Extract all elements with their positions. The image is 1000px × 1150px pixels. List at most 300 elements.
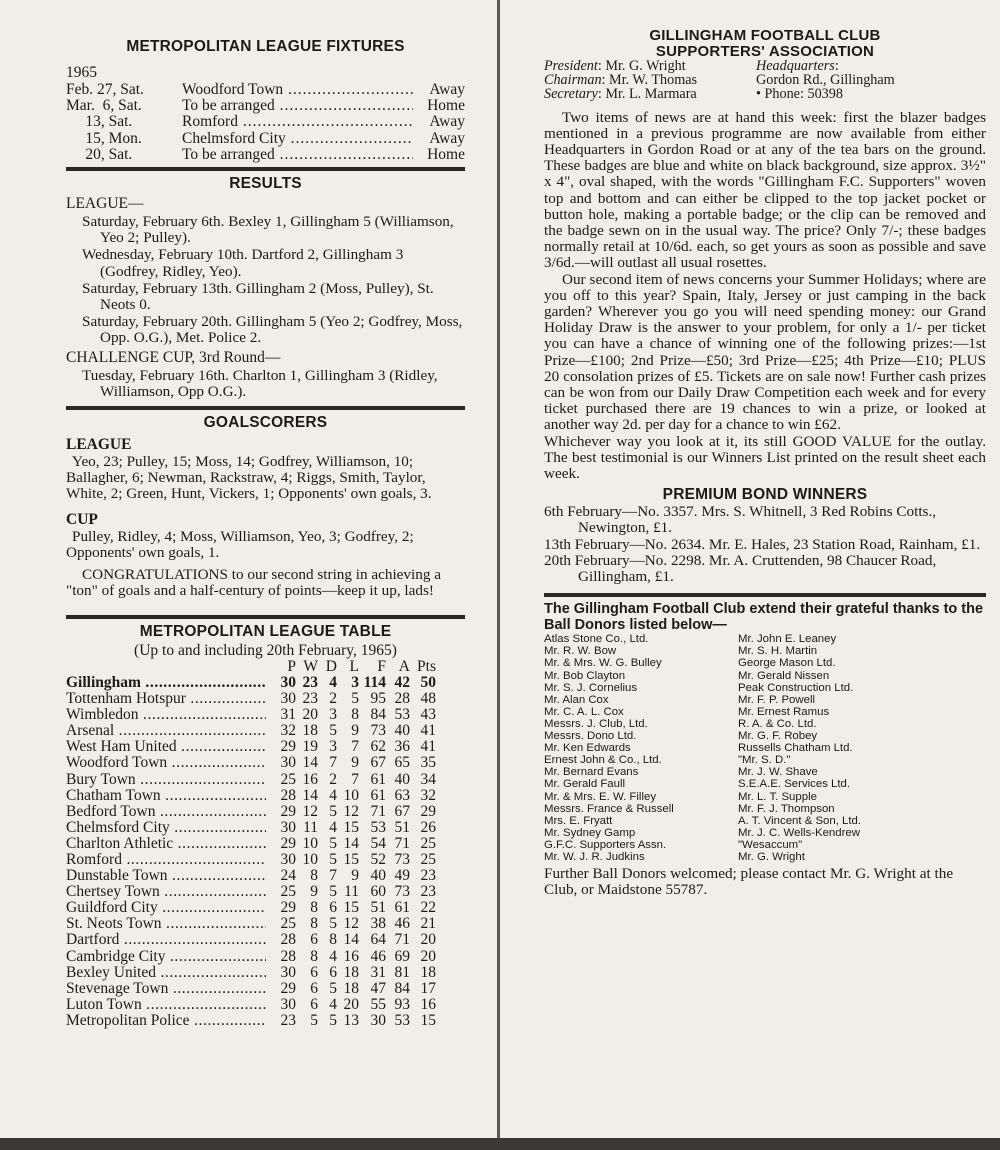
stat-cell: 7: [351, 738, 359, 756]
ball-donors-thanks: The Gillingham Football Club extend their grateful thanks to the Ball Donors listed below—: [544, 601, 984, 634]
secretary-name: : Mr. L. Marmara: [597, 86, 697, 103]
divider: [66, 167, 465, 171]
leader-dots: [170, 820, 266, 836]
bond-winner: 13th February—No. 2634. Mr. E. Hales, 23 Station Road, Rainham, £1.: [544, 535, 981, 553]
stat-cell: 30: [280, 850, 296, 868]
stat-cell: 43: [420, 706, 436, 724]
donor-name: Mr. Sydney Gamp: [544, 826, 636, 839]
league-table: [66, 659, 465, 1029]
donor-name: Peak Construction Ltd.: [738, 681, 854, 694]
team-cell: [66, 916, 266, 932]
table-row: [66, 852, 465, 868]
stat-cell: 14: [343, 931, 359, 949]
stat-cell: 29: [280, 979, 296, 997]
stat-cell: 53: [370, 818, 386, 836]
stat-cell: 28: [280, 786, 296, 804]
president-name: : Mr. G. Wright: [597, 58, 686, 74]
team-cell: [66, 755, 266, 771]
stat-cell: 9: [310, 883, 318, 901]
leader-dots: [119, 932, 266, 948]
stat-cell: 17: [420, 979, 436, 997]
donor-name: Mr. W. J. R. Judkins: [544, 850, 645, 863]
donor-name: Mr. J. C. Wells-Kendrew: [738, 826, 860, 839]
team-name: Chelmsford City: [66, 819, 170, 836]
team-cell: [66, 836, 266, 852]
team-name: Bury Town: [66, 771, 136, 788]
stat-cell: 4: [329, 947, 337, 965]
team-cell: [66, 997, 266, 1013]
leader-dots: [162, 916, 266, 932]
stat-cell: 53: [394, 1011, 410, 1029]
team-cell: [66, 900, 266, 916]
stat-cell: 84: [394, 979, 410, 997]
stat-cell: 71: [370, 802, 386, 820]
stat-cell: 69: [394, 947, 410, 965]
stat-cell: 32: [420, 786, 436, 804]
stat-cell: 62: [370, 738, 386, 756]
ball-donors-list: [544, 633, 986, 863]
stat-cell: 5: [329, 1011, 337, 1029]
stat-cell: 71: [394, 931, 410, 949]
team-cell: [66, 965, 266, 981]
stat-cell: 40: [394, 770, 410, 788]
stat-cell: 64: [370, 931, 386, 949]
donor-name: Mr. J. W. Shave: [738, 766, 818, 779]
table-row: [66, 1013, 465, 1029]
cup-result: Tuesday, February 16th. Charlton 1, Gillingham 3 (Ridley, Williamson, Opp O.G.).: [82, 366, 438, 400]
table-header-row: [66, 659, 465, 675]
leader-dots: [155, 804, 266, 820]
table-row: [66, 932, 465, 948]
headquarters-label: Headquarters: [756, 58, 835, 74]
leader-dots: [141, 675, 266, 691]
stat-cell: 6: [329, 963, 337, 981]
donor-name: Mrs. E. Fryatt: [544, 814, 613, 827]
stat-cell: 8: [310, 947, 318, 965]
divider: [66, 615, 465, 619]
team-name: Charlton Athletic: [66, 835, 174, 852]
donor-name: Mr. F. J. Thompson: [738, 802, 835, 815]
stat-cell: 5: [351, 690, 359, 708]
team-name: Bexley United: [66, 964, 156, 981]
results-league-label: LEAGUE—: [66, 195, 144, 213]
donor-name: Mr. Ken Edwards: [544, 742, 631, 755]
premium-bond-title: PREMIUM BOND WINNERS: [662, 486, 868, 504]
stat-cell: 60: [370, 883, 386, 901]
stat-cell: 5: [329, 915, 337, 933]
holiday-draw-paragraph: Our second item of news concerns your Summer Holidays; where are you off to this year? Spain, Italy, Jersey or just camping in the back garden? Wherever you go you will need spending money: our Grand Holiday Draw is the answer to your problem, for only a 1/- per ticket you can have a chance of winning one of the following prizes:—1st Prize—£100; 2nd Prize—£50; 3rd Prize—£25; 4th Prize—£10; PLUS 20 consolation prizes of £5. Tickets are on sale now! Further cash prizes can be won from our Daily Draw Competition each week and for every ticket purchased there are 19 chances to win a prize, or looked at another way 2d. per day for a chance to win £62.: [544, 270, 986, 434]
bottom-edge: [0, 1138, 1000, 1150]
team-cell: [66, 949, 266, 965]
donor-name: Messrs. J. Club, Ltd.: [544, 717, 648, 730]
stat-cell: 20: [420, 947, 436, 965]
team-name: Cambridge City: [66, 948, 166, 965]
stat-cell: 3: [329, 706, 337, 724]
stat-cell: 61: [394, 899, 410, 917]
fixture-date: 13, Sat.: [66, 113, 133, 131]
team-cell: [66, 820, 266, 836]
stat-cell: 16: [302, 770, 318, 788]
stat-cell: 40: [394, 722, 410, 740]
stat-cell: 67: [370, 754, 386, 772]
stat-cell: 95: [370, 690, 386, 708]
stat-cell: 30: [370, 1011, 386, 1029]
fixture-venue: Home: [427, 97, 465, 115]
stat-cell: 41: [420, 738, 436, 756]
table-row: [66, 916, 465, 932]
leader-dots: [168, 981, 266, 997]
donor-name: Messrs. Dono Ltd.: [544, 730, 637, 743]
donor-name: Atlas Stone Co., Ltd.: [544, 633, 649, 646]
table-row: [66, 836, 465, 852]
leader-dots: [186, 691, 266, 707]
table-header-cell: D: [325, 657, 337, 675]
fixture-row: [66, 114, 465, 130]
table-row: [66, 804, 465, 820]
leader-dots: [158, 900, 266, 916]
stat-cell: 6: [310, 979, 318, 997]
stat-cell: 3: [351, 673, 359, 691]
stat-cell: 51: [394, 818, 410, 836]
donor-name: S.E.A.E. Services Ltd.: [738, 778, 851, 791]
right-page: [500, 0, 1000, 1138]
value-paragraph: Whichever way you look at it, its still GOOD VALUE for the outlay. The best testimonial is our Winners List printed on the result sheet each week.: [544, 432, 986, 483]
stat-cell: 38: [370, 915, 386, 933]
fixture-venue: Home: [427, 145, 465, 163]
stat-cell: 26: [420, 818, 436, 836]
league-result: Saturday, February 6th. Bexley 1, Gillingham 5 (Williamson, Yeo 2; Pulley).: [82, 213, 454, 247]
divider: [66, 406, 465, 410]
stat-cell: 16: [420, 995, 436, 1013]
donor-name: A. T. Vincent & Son, Ltd.: [738, 814, 862, 827]
chairman-name: : Mr. W. Thomas: [601, 72, 698, 89]
donor-name: Mr. G. Wright: [738, 850, 805, 863]
fixture-venue: Away: [429, 113, 465, 131]
stat-cell: 29: [280, 899, 296, 917]
donor-name: Russells Chatham Ltd.: [738, 742, 853, 755]
table-row: [66, 723, 465, 739]
team-cell: [66, 804, 266, 820]
team-name: Chatham Town: [66, 787, 161, 804]
stat-cell: 36: [394, 738, 410, 756]
table-row: [66, 772, 465, 788]
results-cup-label: CHALLENGE CUP, 3rd Round—: [66, 348, 281, 366]
stat-cell: 28: [394, 690, 410, 708]
stat-cell: 12: [343, 802, 359, 820]
stat-cell: 30: [280, 673, 296, 691]
donor-name: Mr. S. H. Martin: [738, 645, 818, 658]
stat-cell: 14: [302, 786, 318, 804]
table-row: [66, 739, 465, 755]
leader-dots: [122, 852, 266, 868]
headquarters-address: Gordon Rd., Gillingham: [756, 72, 895, 89]
stat-cell: 8: [310, 867, 318, 885]
stat-cell: 19: [302, 738, 318, 756]
table-row: [66, 965, 465, 981]
stat-cell: 22: [420, 899, 436, 917]
stat-cell: 2: [329, 690, 337, 708]
donor-name: Mr. C. A. L. Cox: [544, 705, 624, 718]
leader-dots: [160, 884, 266, 900]
stat-cell: 18: [302, 722, 318, 740]
leader-dots: [190, 1013, 266, 1029]
stat-cell: 61: [370, 770, 386, 788]
stat-cell: 4: [329, 673, 337, 691]
table-header-cell: L: [349, 657, 359, 675]
team-cell: [66, 675, 266, 691]
leader-dots: [114, 723, 266, 739]
stat-cell: 73: [370, 722, 386, 740]
stat-cell: 10: [302, 850, 318, 868]
donor-name: George Mason Ltd.: [738, 657, 836, 670]
fixture-venue: Away: [429, 129, 465, 147]
stat-cell: 114: [363, 673, 386, 691]
donors-column-right: [738, 633, 932, 863]
stat-cell: 28: [280, 947, 296, 965]
team-cell: [66, 788, 266, 804]
stat-cell: 25: [420, 850, 436, 868]
phone-number: • Phone: 50398: [756, 86, 843, 103]
stat-cell: 5: [329, 850, 337, 868]
divider: [544, 593, 986, 597]
stat-cell: 20: [420, 931, 436, 949]
secretary-label: Secretary: [544, 86, 598, 103]
leader-dots: [139, 707, 266, 723]
fixture-opponent: Woodford Town .....: [182, 82, 413, 98]
stat-cell: 30: [280, 818, 296, 836]
stat-cell: 10: [302, 834, 318, 852]
stat-cell: 30: [280, 754, 296, 772]
stat-cell: 40: [370, 867, 386, 885]
table-header-spacer: [66, 659, 266, 675]
team-name: Gillingham: [66, 674, 141, 691]
stat-cell: 20: [302, 706, 318, 724]
donor-name: R. A. & Co. Ltd.: [738, 717, 817, 730]
supporters-title-2: SUPPORTERS' ASSOCIATION: [655, 42, 875, 60]
donor-name: Mr. F. P. Powell: [738, 693, 816, 706]
stat-cell: 67: [394, 802, 410, 820]
team-cell: [66, 707, 266, 723]
stat-cell: 31: [280, 706, 296, 724]
donor-name: G.F.C. Supporters Assn.: [544, 838, 667, 851]
stat-cell: 6: [329, 899, 337, 917]
table-row: [66, 900, 465, 916]
stat-cell: 6: [310, 963, 318, 981]
stat-cell: 5: [329, 802, 337, 820]
leader-dots: [165, 949, 266, 965]
stat-cell: 15: [343, 818, 359, 836]
team-name: Woodford Town: [66, 755, 168, 772]
congratulations-note: CONGRATULATIONS to our second string in achieving a "ton" of goals and a half-century of points—keep it up, lads!: [66, 566, 441, 600]
stat-cell: 7: [351, 770, 359, 788]
leader-dots: [173, 836, 266, 852]
donor-name: Mr. S. J. Cornelius: [544, 681, 638, 694]
table-header-cell: A: [398, 657, 410, 675]
donor-name: Mr. Gerald Nissen: [738, 669, 830, 682]
table-header-cell: F: [377, 657, 386, 675]
stat-cell: 20: [343, 995, 359, 1013]
stat-cell: 5: [310, 1011, 318, 1029]
stat-cell: 46: [394, 915, 410, 933]
stat-cell: 61: [370, 786, 386, 804]
stat-cell: 29: [420, 802, 436, 820]
donor-name: Mr. & Mrs. E. W. Filley: [544, 790, 657, 803]
stat-cell: 24: [280, 867, 296, 885]
stat-cell: 29: [280, 802, 296, 820]
team-name: Arsenal: [66, 723, 115, 740]
stat-cell: 32: [280, 722, 296, 740]
fixture-row: [66, 131, 465, 147]
table-row: [66, 707, 465, 723]
fixture-date: Feb. 27, Sat.: [66, 81, 144, 98]
stat-cell: 93: [394, 995, 410, 1013]
fixture-date: 15, Mon.: [66, 129, 142, 147]
table-row: [66, 691, 465, 707]
team-cell: [66, 1013, 266, 1029]
stat-cell: 23: [420, 883, 436, 901]
team-name: Romford: [66, 851, 122, 868]
leader-dots: [167, 755, 266, 771]
premium-bond-list: [544, 504, 986, 585]
stat-cell: 73: [394, 883, 410, 901]
fixtures-year: 1965: [66, 64, 97, 81]
team-cell: [66, 852, 266, 868]
stat-cell: 8: [310, 899, 318, 917]
team-name: Bedford Town: [66, 803, 156, 820]
stat-cell: 29: [280, 738, 296, 756]
team-cell: [66, 981, 266, 997]
stat-cell: 9: [351, 867, 359, 885]
stat-cell: 13: [343, 1011, 359, 1029]
stat-cell: 18: [343, 979, 359, 997]
donor-name: Messrs. France & Russell: [544, 802, 674, 815]
stat-cell: 55: [370, 995, 386, 1013]
team-cell: [66, 868, 266, 884]
stat-cell: 52: [370, 850, 386, 868]
stat-cell: 8: [329, 931, 337, 949]
table-header-cell: P: [287, 657, 296, 675]
fixture-date: Mar. 6, Sat.: [66, 97, 142, 115]
donor-name: Mr. Bernard Evans: [544, 766, 639, 779]
stat-cell: 35: [420, 754, 436, 772]
stat-cell: 51: [370, 899, 386, 917]
leader-dots: [142, 997, 266, 1013]
stat-cell: 30: [280, 995, 296, 1013]
fixture-row: [66, 147, 465, 163]
further-donors-note: Further Ball Donors welcomed; please contact Mr. G. Wright at the Club, or Maidstone 55787.: [544, 865, 954, 899]
stat-cell: 25: [280, 915, 296, 933]
stat-cell: 4: [329, 786, 337, 804]
table-row: [66, 755, 465, 771]
stat-cell: 15: [343, 850, 359, 868]
goalscorers-league-label: LEAGUE: [66, 436, 132, 454]
stat-cell: 25: [280, 883, 296, 901]
stat-cell: 14: [302, 754, 318, 772]
badges-paragraph: Two items of news are at hand this week: first the blazer badges mentioned in a previous programme are now available from either Headquarters in Gordon Road or at any of the tea bars on the ground. These badges are blue and white on black background, size approx. 3½" x 4", oval shaped, with the words "Gillingham F.C. Supporters" woven top and bottom and can either be clipped to the top jacket pocket or button hole, making a portable badge; or the clip can be removed and the badge sewn on in the usual way. The price? Only 7/-; these badges normally retail at 10/6d. each, so get yours as soon as possible and save 3/6d.—will outlast all usual rosettes.: [544, 108, 986, 272]
donor-name: Ernest John & Co., Ltd.: [544, 754, 662, 767]
stat-cell: 8: [310, 915, 318, 933]
chairman-label: Chairman: [544, 72, 602, 89]
stat-cell: 81: [394, 963, 410, 981]
stat-cell: 18: [420, 963, 436, 981]
stat-cell: 21: [420, 915, 436, 933]
stat-cell: 84: [370, 706, 386, 724]
stat-cell: 25: [420, 834, 436, 852]
stat-cell: 9: [351, 754, 359, 772]
table-row: [66, 788, 465, 804]
donor-name: Mr. Bob Clayton: [544, 669, 626, 682]
stat-cell: 12: [343, 915, 359, 933]
table-row: [66, 981, 465, 997]
leader-dots: [168, 868, 266, 884]
stat-cell: 15: [420, 1011, 436, 1029]
team-name: Dartford: [66, 932, 120, 949]
stat-cell: 7: [329, 867, 337, 885]
headquarters-colon: :: [834, 58, 839, 74]
donor-name: Mr. John E. Leaney: [738, 633, 837, 646]
bond-winner: 6th February—No. 3357. Mrs. S. Whitnell, 3 Red Robins Cotts., Newington, £1.: [544, 503, 937, 537]
team-cell: [66, 932, 266, 948]
stat-cell: 65: [394, 754, 410, 772]
goalscorers-league-text: Yeo, 23; Pulley, 15; Moss, 14; Godfrey, Williamson, 10; Ballagher, 6; Newman, Rackstraw, 4; Riggs, Smith, Taylor, White, 2; Green, Hunt, Vickers, 1; Opponents' own goals, 3.: [66, 453, 432, 503]
donor-name: Mr. R. W. Bow: [544, 645, 617, 658]
stat-cell: 6: [310, 931, 318, 949]
fixture-opponent: Romford .....: [182, 114, 413, 130]
leader-dots: [177, 739, 266, 755]
stat-cell: 4: [329, 818, 337, 836]
left-page: [0, 0, 497, 1138]
donor-name: Mr. Alan Cox: [544, 693, 609, 706]
stat-cell: 5: [329, 834, 337, 852]
stat-cell: 46: [370, 947, 386, 965]
stat-cell: 5: [329, 979, 337, 997]
stat-cell: 10: [343, 786, 359, 804]
team-name: Guildford City: [66, 900, 158, 917]
fixture-opponent: To be arranged .....: [182, 147, 413, 163]
team-cell: [66, 772, 266, 788]
president-label: President: [544, 58, 598, 74]
stat-cell: 41: [420, 722, 436, 740]
fixture-venue: Away: [429, 81, 465, 98]
donor-name: Mr. G. F. Robey: [738, 730, 818, 743]
table-header-cell: Pts: [417, 657, 436, 675]
team-name: Tottenham Hotspur: [66, 691, 186, 708]
stat-cell: 9: [351, 722, 359, 740]
stat-cell: 71: [394, 834, 410, 852]
stat-cell: 15: [343, 899, 359, 917]
results-title: RESULTS: [229, 175, 302, 193]
team-name: Luton Town: [66, 996, 142, 1013]
stat-cell: 14: [343, 834, 359, 852]
team-name: Metropolitan Police: [66, 1012, 190, 1029]
table-row: [66, 949, 465, 965]
stat-cell: 34: [420, 770, 436, 788]
stat-cell: 53: [394, 706, 410, 724]
goalscorers-cup-label: CUP: [66, 510, 98, 528]
bond-winner: 20th February—No. 2298. Mr. A. Cruttenden, 98 Chaucer Road, Gillingham, £1.: [544, 551, 937, 586]
leader-dots: [136, 772, 266, 788]
donor-name: "Wesaccum": [738, 838, 803, 851]
table-title: METROPOLITAN LEAGUE TABLE: [139, 622, 392, 640]
league-result: Saturday, February 13th. Gillingham 2 (Moss, Pulley), St. Neots 0.: [82, 279, 434, 314]
league-result: Wednesday, February 10th. Dartford 2, Gillingham 3 (Godfrey, Ridley, Yeo).: [82, 246, 404, 280]
cup-results: [66, 368, 465, 400]
stat-cell: 30: [280, 963, 296, 981]
team-cell: [66, 691, 266, 707]
stat-cell: 23: [280, 1011, 296, 1029]
team-name: St. Neots Town: [66, 916, 162, 933]
fixtures-list: [66, 82, 465, 163]
